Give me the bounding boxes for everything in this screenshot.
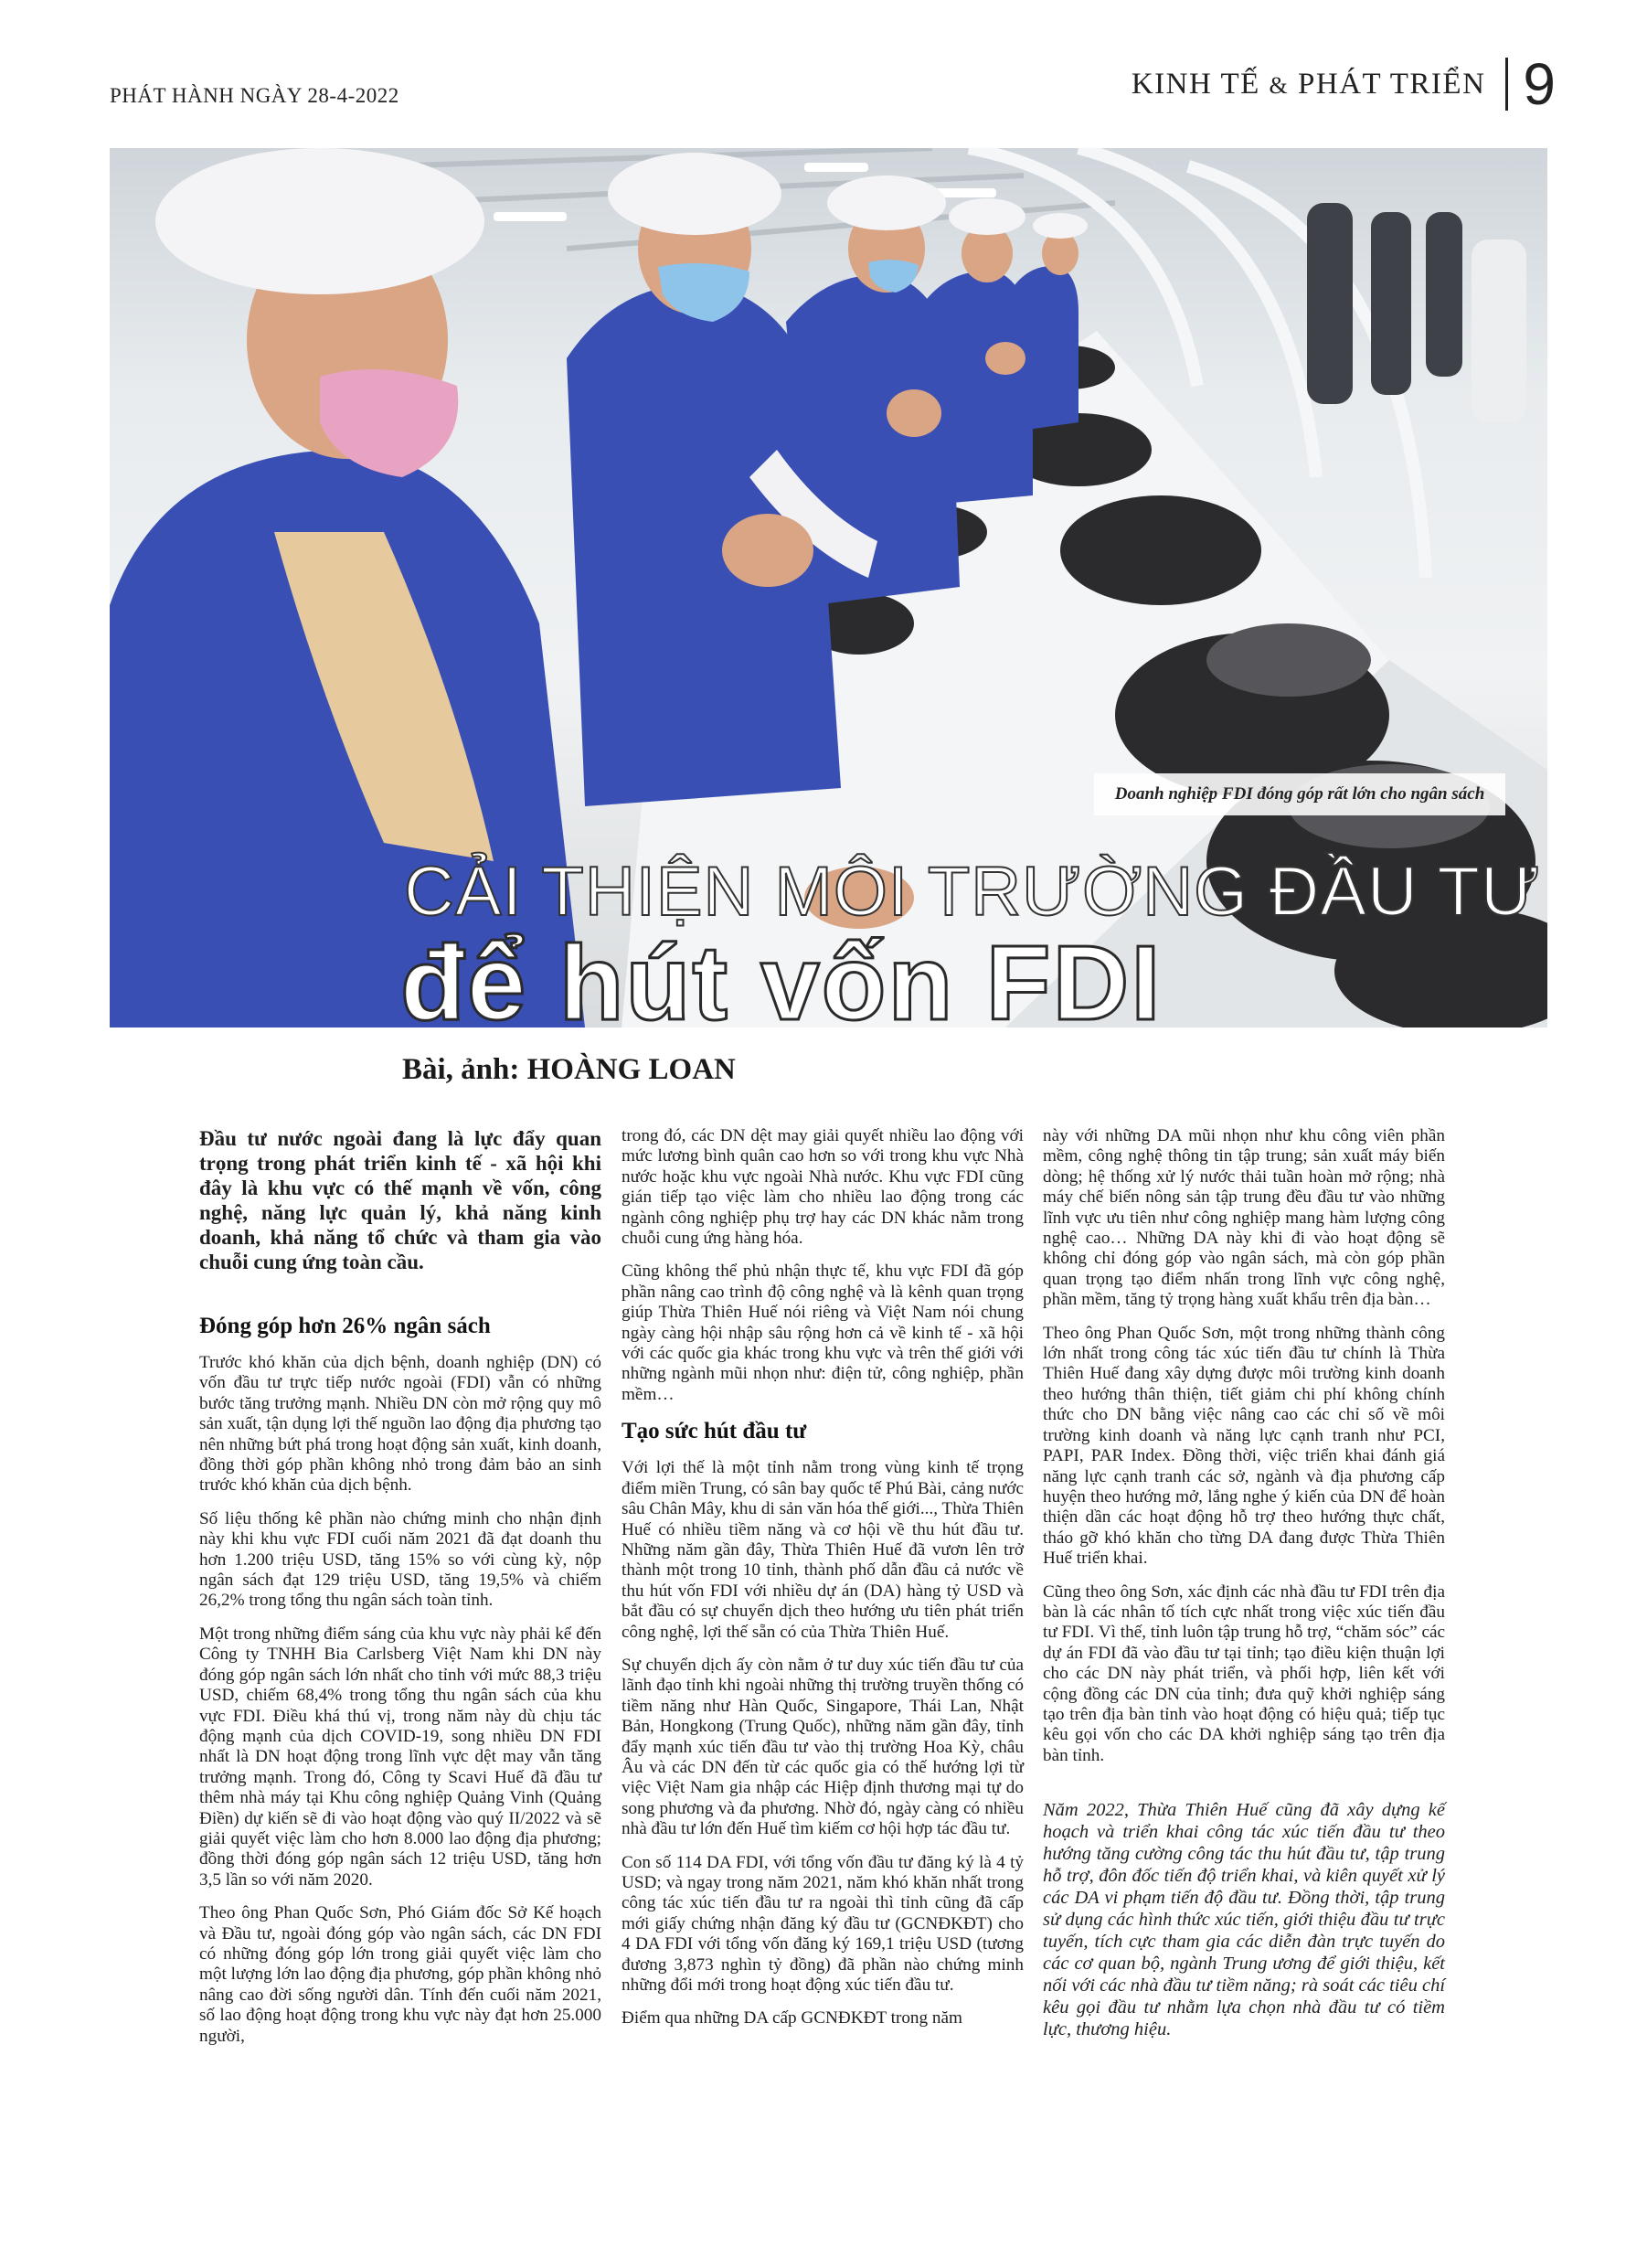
header-divider <box>1505 58 1508 111</box>
subhead-1: Đóng góp hơn 26% ngân sách <box>199 1314 491 1338</box>
paragraph: Một trong những điểm sáng của khu vực này phải kể đến Công ty TNHH Bia Carlsberg Việt Nam khi DN này đóng góp ngân sách lớn nhất cho tỉnh với mức 88,3 triệu USD, chiếm 68,4% trong tổng thu ngân sách của khu vực FDI. Điều khá thú vị, trong năm này dù chịu tác động mạnh của dịch COVID-19, song nhiều DN FDI nhất là DN hoạt động trong lĩnh vực dệt may vẫn tăng trưởng mạnh. Trong đó, Công ty Scavi Huế đã đầu tư thêm nhà máy tại Khu công nghiệp Quảng Vinh (Quảng Điền) dự kiến sẽ đi vào hoạt động vào quý II/2022 và sẽ giải quyết việc làm cho hơn 8.000 lao động địa phương; đồng thời đóng góp ngân sách 12 triệu USD, tăng hơn 3,5 lần so với năm 2020. <box>199 1624 601 1890</box>
headline-line1: CẢI THIỆN MÔI TRƯỜNG ĐẦU TƯ <box>404 853 1541 931</box>
section-amp: & <box>1269 71 1290 99</box>
section-title <box>1132 68 1486 101</box>
paragraph: trong đó, các DN dệt may giải quyết nhiều lao động với mức lương bình quân cao hơn so với trong khu vực Nhà nước hoặc khu vực ngoài Nhà nước. Khu vực FDI cũng gián tiếp tạo việc làm cho nhiều lao động trong các ngành công nghiệp phụ trợ hay các DN khác nằm trong chuỗi cung ứng hàng hóa. <box>622 1126 1024 1249</box>
byline: Bài, ảnh: HOÀNG LOAN <box>402 1053 736 1086</box>
paragraph: Cũng theo ông Sơn, xác định các nhà đầu tư FDI trên địa bàn là các nhân tố tích cực nhất trong việc xúc tiến đầu tư FDI. Vì thế, tỉnh luôn tập trung hỗ trợ, “chăm sóc” các dự án FDI đã vào đầu tư tại tỉnh; tạo điều kiện thuận lợi cho các DN này phát triển, và phối hợp, liên kết với cộng đồng các DN của tỉnh; đưa quỹ khởi nghiệp sáng tạo trên địa bàn tỉnh vào hoạt động có hiệu quả; tiếp tục kêu gọi vốn cho các DA khởi nghiệp sáng tạo trên địa bàn tỉnh. <box>1043 1581 1445 1765</box>
paragraph: Theo ông Phan Quốc Sơn, Phó Giám đốc Sở Kế hoạch và Đầu tư, ngoài đóng góp vào ngân sách, các DN FDI có những đóng góp lớn trong giải quyết việc làm cho một lượng lớn lao động địa phương, góp phần không nhỏ nâng cao đời sống người dân. Tính đến cuối năm 2021, số lao động hoạt động trong khu vực này đạt hơn 25.000 người, <box>199 1903 601 2046</box>
subhead-2: Tạo sức hút đầu tư <box>622 1419 807 1444</box>
paragraph: Trước khó khăn của dịch bệnh, doanh nghiệp (DN) có vốn đầu tư trực tiếp nước ngoài (FDI) vẫn có những bước tăng trưởng mạnh. Nhiều DN còn mở rộng quy mô sản xuất, tận dụng lợi thế nguồn lao động địa phương tạo nên những bứt phá trong hoạt động sản xuất, kinh doanh, đồng thời góp phần không nhỏ trong đảm bảo an sinh trước khó khăn của dịch bệnh. <box>199 1353 601 1496</box>
paragraph: Theo ông Phan Quốc Sơn, một trong những thành công lớn nhất trong công tác xúc tiến đầu tư chính là Thừa Thiên Huế đang xây dựng được môi trường kinh doanh theo hướng thân thiện, tiết giảm chi phí không chính thức cho DN bằng việc nâng cao các chỉ số về môi trường kinh doanh và năng lực cạnh tranh như PCI, PAPI, PAR Index. Đồng thời, việc triển khai đánh giá năng lực cạnh tranh các sở, ngành và địa phương cấp huyện theo hướng mở, lắng nghe ý kiến của DN để hoàn thiện dần các hoạt động hỗ trợ theo hướng thực chất, tháo gỡ khó khăn cho từng DA đang được Thừa Thiên Huế triển khai. <box>1043 1323 1445 1569</box>
article-lead: Đầu tư nước ngoài đang là lực đẩy quan trọng trong phát triển kinh tế - xã hội khi đây là khu vực có thế mạnh về vốn, công nghệ, năng lực quản lý, khả năng kinh doanh, khả năng tổ chức và tham gia vào chuỗi cung ứng toàn cầu. <box>199 1127 601 1273</box>
section-part2: PHÁT TRIỂN <box>1289 67 1486 101</box>
paragraph: Sự chuyển dịch ấy còn nằm ở tư duy xúc tiến đầu tư của lãnh đạo tỉnh khi ngoài những thị trường truyền thống có tiềm năng như Hàn Quốc, Singapore, Thái Lan, Nhật Bản, Hongkong (Trung Quốc), những năm gần đây, tỉnh đẩy mạnh xúc tiến đầu tư vào thị trường Hoa Kỳ, châu Âu và các DN đến từ các quốc gia có thế hướng lợi từ việc Việt Nam gia nhập các Hiệp định thương mại tự do song phương và đa phương. Nhờ đó, ngày càng có nhiều nhà đầu tư lớn đến Huế tìm kiếm cơ hội hợp tác đầu tư. <box>622 1655 1024 1839</box>
photo-caption: Doanh nghiệp FDI đóng góp rất lớn cho ngân sách <box>1094 773 1505 815</box>
italic-note: Năm 2022, Thừa Thiên Huế cũng đã xây dựng kế hoạch và triển khai công tác xúc tiến đầu tư theo hướng tăng cường công tác thu hút đầu tư, tập trung hỗ trợ, đôn đốc tiến độ triển khai, và kiên quyết xử lý các DA vi phạm tiến độ đầu tư. Đồng thời, tập trung sử dụng các hình thức xúc tiến, giới thiệu đầu tư trực tuyến, tích cực tham gia các diễn đàn trực tuyến do các cơ quan bộ, ngành Trung ương để giới thiệu, kết nối với các nhà đầu tư tiềm năng; rà soát các tiêu chí kêu gọi đầu tư nhằm lựa chọn nhà đầu tư có tiềm lực, thương hiệu. <box>1043 1800 1446 2040</box>
page-header <box>1132 51 1556 117</box>
paragraph: này với những DA mũi nhọn như khu công viên phần mềm, công nghệ thông tin tập trung; sản xuất máy biến dòng; hệ thống xử lý nước thải tuần hoàn mở rộng; nhà máy chế biến nông sản tập trung đều đầu tư vào những lĩnh vực ưu tiên như công nghiệp mang hàm lượng công nghệ cao… Những DA này khi đi vào hoạt động sẽ không chỉ đóng góp vào ngân sách, mà còn góp phần quan trọng tạo điểm nhấn trong lĩnh vực công nghệ, phần mềm, tăng tỷ trọng hàng xuất khẩu trên địa bàn… <box>1043 1126 1445 1310</box>
paragraph: Cũng không thể phủ nhận thực tế, khu vực FDI đã góp phần nâng cao trình độ công nghệ và là kênh quan trọng giúp Thừa Thiên Huế nói riêng và Việt Nam nói chung ngày càng hội nhập sâu rộng hơn cả về kinh tế - xã hội với các quốc gia khác trong khu vực và trên thế giới với những ngành mũi nhọn như: điện tử, công nghiệp, phần mềm… <box>622 1262 1024 1404</box>
page-number: 9 <box>1523 51 1556 117</box>
paragraph: Với lợi thế là một tỉnh nằm trong vùng kinh tế trọng điểm miền Trung, có sân bay quốc tế Phú Bài, cảng nước sâu Chân Mây, khu di sản văn hóa thế giới..., Thừa Thiên Huế có nhiều tiềm năng và cơ hội về thu hút đầu tư. Những năm gần đây, Thừa Thiên Huế đã vươn lên trở thành một trong 10 tỉnh, thành phố dẫn đầu cả nước về thu hút vốn FDI với nhiều dự án (DA) hàng tỷ USD và bắt đầu có sự chuyển dịch theo hướng ưu tiên phát triển công nghệ, lợi thế sẵn có của Thừa Thiên Huế. <box>622 1458 1024 1642</box>
paragraph: Con số 114 DA FDI, với tổng vốn đầu tư đăng ký là 4 tỷ USD; và ngay trong năm 2021, năm khó khăn nhất trong công tác xúc tiến đầu tư ra ngoài thì tỉnh cũng đã cấp mới giấy chứng nhận đăng ký đầu tư (GCNĐKĐT) cho 4 DA FDI với tổng vốn đăng ký 169,1 triệu USD (tương đương 3,873 nghìn tỷ đồng) đã phần nào chứng minh những đổi mới trong hoạt động xúc tiến đầu tư. <box>622 1852 1024 1996</box>
article-column-3 <box>1043 1126 1445 2053</box>
paragraph: Số liệu thống kê phần nào chứng minh cho nhận định này khi khu vực FDI cuối năm 2021 đã đạt doanh thu hơn 1.200 triệu USD, tăng 15% so với cùng kỳ, nộp ngân sách đạt 129 triệu USD, tăng 19,5% và chiếm 26,2% trong tổng thu ngân sách toàn tỉnh. <box>199 1508 601 1611</box>
article-column-1 <box>199 1126 601 2060</box>
paragraph: Điểm qua những DA cấp GCNĐKĐT trong năm <box>622 2008 962 2028</box>
issue-date: PHÁT HÀNH NGÀY 28-4-2022 <box>110 84 399 107</box>
section-part1: KINH TẾ <box>1131 67 1270 101</box>
article-photo <box>110 148 1547 1028</box>
headline-line2: để hút vốn FDI <box>400 923 1163 1028</box>
article-column-2 <box>622 1126 1024 2042</box>
